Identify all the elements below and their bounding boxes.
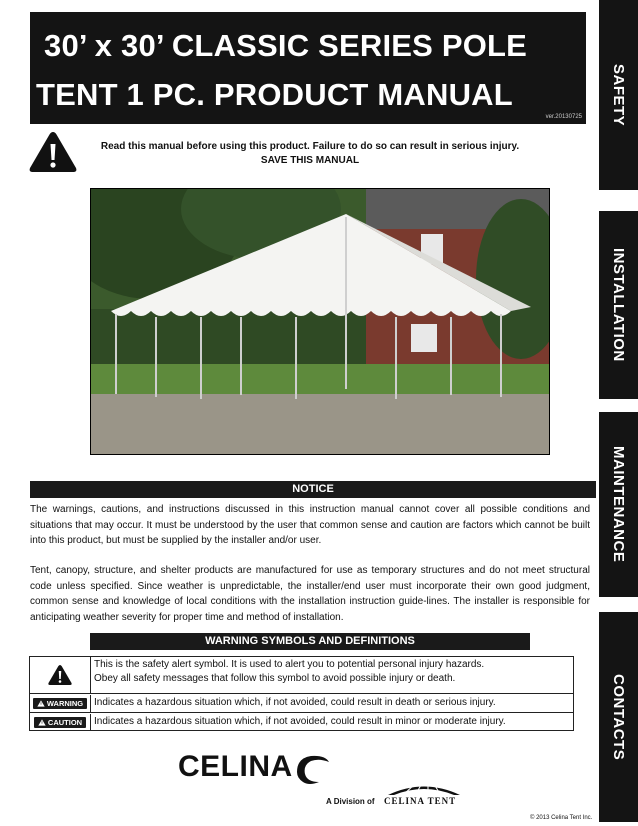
caution-definition: Indicates a hazardous situation which, if not avoided, could result in minor or moderate injury. xyxy=(94,716,506,727)
tent-illustration xyxy=(91,189,550,455)
tab-maintenance-label: MAINTENANCE xyxy=(610,446,627,563)
copyright-notice: © 2013 Celina Tent Inc. xyxy=(530,815,593,821)
tab-installation-label: INSTALLATION xyxy=(610,248,627,362)
safety-alert-icon xyxy=(47,664,73,686)
table-row xyxy=(30,714,573,731)
tab-contacts[interactable] xyxy=(599,612,638,822)
tab-installation[interactable] xyxy=(599,211,638,399)
manual-title-line1: 30’ x 30’ CLASSIC SERIES POLE xyxy=(44,28,528,63)
warning-symbols-table xyxy=(29,656,574,731)
tab-contacts-label: CONTACTS xyxy=(610,673,627,761)
celina-logo: CELINA xyxy=(178,750,293,783)
small-alert-icon xyxy=(38,719,46,726)
division-label: A Division of xyxy=(326,797,375,806)
manual-title-line2: TENT 1 PC. PRODUCT MANUAL xyxy=(36,77,513,112)
caution-badge xyxy=(34,717,86,728)
small-alert-icon xyxy=(37,700,45,707)
warning-badge xyxy=(33,698,87,709)
caution-badge-label: CAUTION xyxy=(47,718,83,727)
tab-safety[interactable] xyxy=(599,0,638,190)
notice-heading: NOTICE xyxy=(30,481,596,498)
table-row xyxy=(30,657,573,694)
alert-definition-line1: This is the safety alert symbol. It is used to alert you to potential personal injury hazards. xyxy=(94,659,485,670)
symbol-cell xyxy=(30,714,91,731)
celina-tent-logo-icon xyxy=(386,780,462,796)
warning-badge-label: WARNING xyxy=(46,699,84,708)
celina-swoosh-icon xyxy=(293,752,331,788)
tent-photo xyxy=(90,188,550,455)
table-row xyxy=(30,695,573,713)
section-tabs xyxy=(599,0,638,826)
save-manual-line: SAVE THIS MANUAL xyxy=(260,155,360,166)
warning-symbols-heading: WARNING SYMBOLS AND DEFINITIONS xyxy=(90,633,530,650)
symbol-cell xyxy=(30,657,91,693)
definition-text xyxy=(94,658,484,686)
tab-safety-label: SAFETY xyxy=(610,63,627,127)
read-manual-line: Read this manual before using this product. Failure to do so can result in serious injury. xyxy=(100,141,520,152)
celina-tent-wordmark: CELINA TENT xyxy=(384,796,457,806)
warning-definition: Indicates a hazardous situation which, if not avoided, could result in death or serious injury. xyxy=(94,697,496,708)
notice-paragraph-1: The warnings, cautions, and instructions discussed in this instruction manual cannot cover all possible conditions and situations that may occur. It must be understood by the user that common sense and caution are factors which cannot be built into this product, but must be supplied by the installer and/or user. xyxy=(30,504,590,547)
alert-definition-line2: Obey all safety messages that follow this symbol to avoid possible injury or death. xyxy=(94,673,456,684)
symbol-cell xyxy=(30,695,91,712)
read-manual-warning xyxy=(60,140,560,168)
tab-maintenance[interactable] xyxy=(599,412,638,597)
version-label: ver.20130725 xyxy=(545,114,582,120)
manual-title-banner xyxy=(30,12,586,124)
notice-paragraph-2: Tent, canopy, structure, and shelter products are manufactured for use as temporary structures and do not meet structural code unless specified. Since weather is unpredictable, the installer/end user must incorporate their own good judgment, common sense and knowledge of local conditions with the installation instruction guide-lines. The installer is responsible for anticipating weather severity for proper time and method of installation. xyxy=(30,565,590,623)
